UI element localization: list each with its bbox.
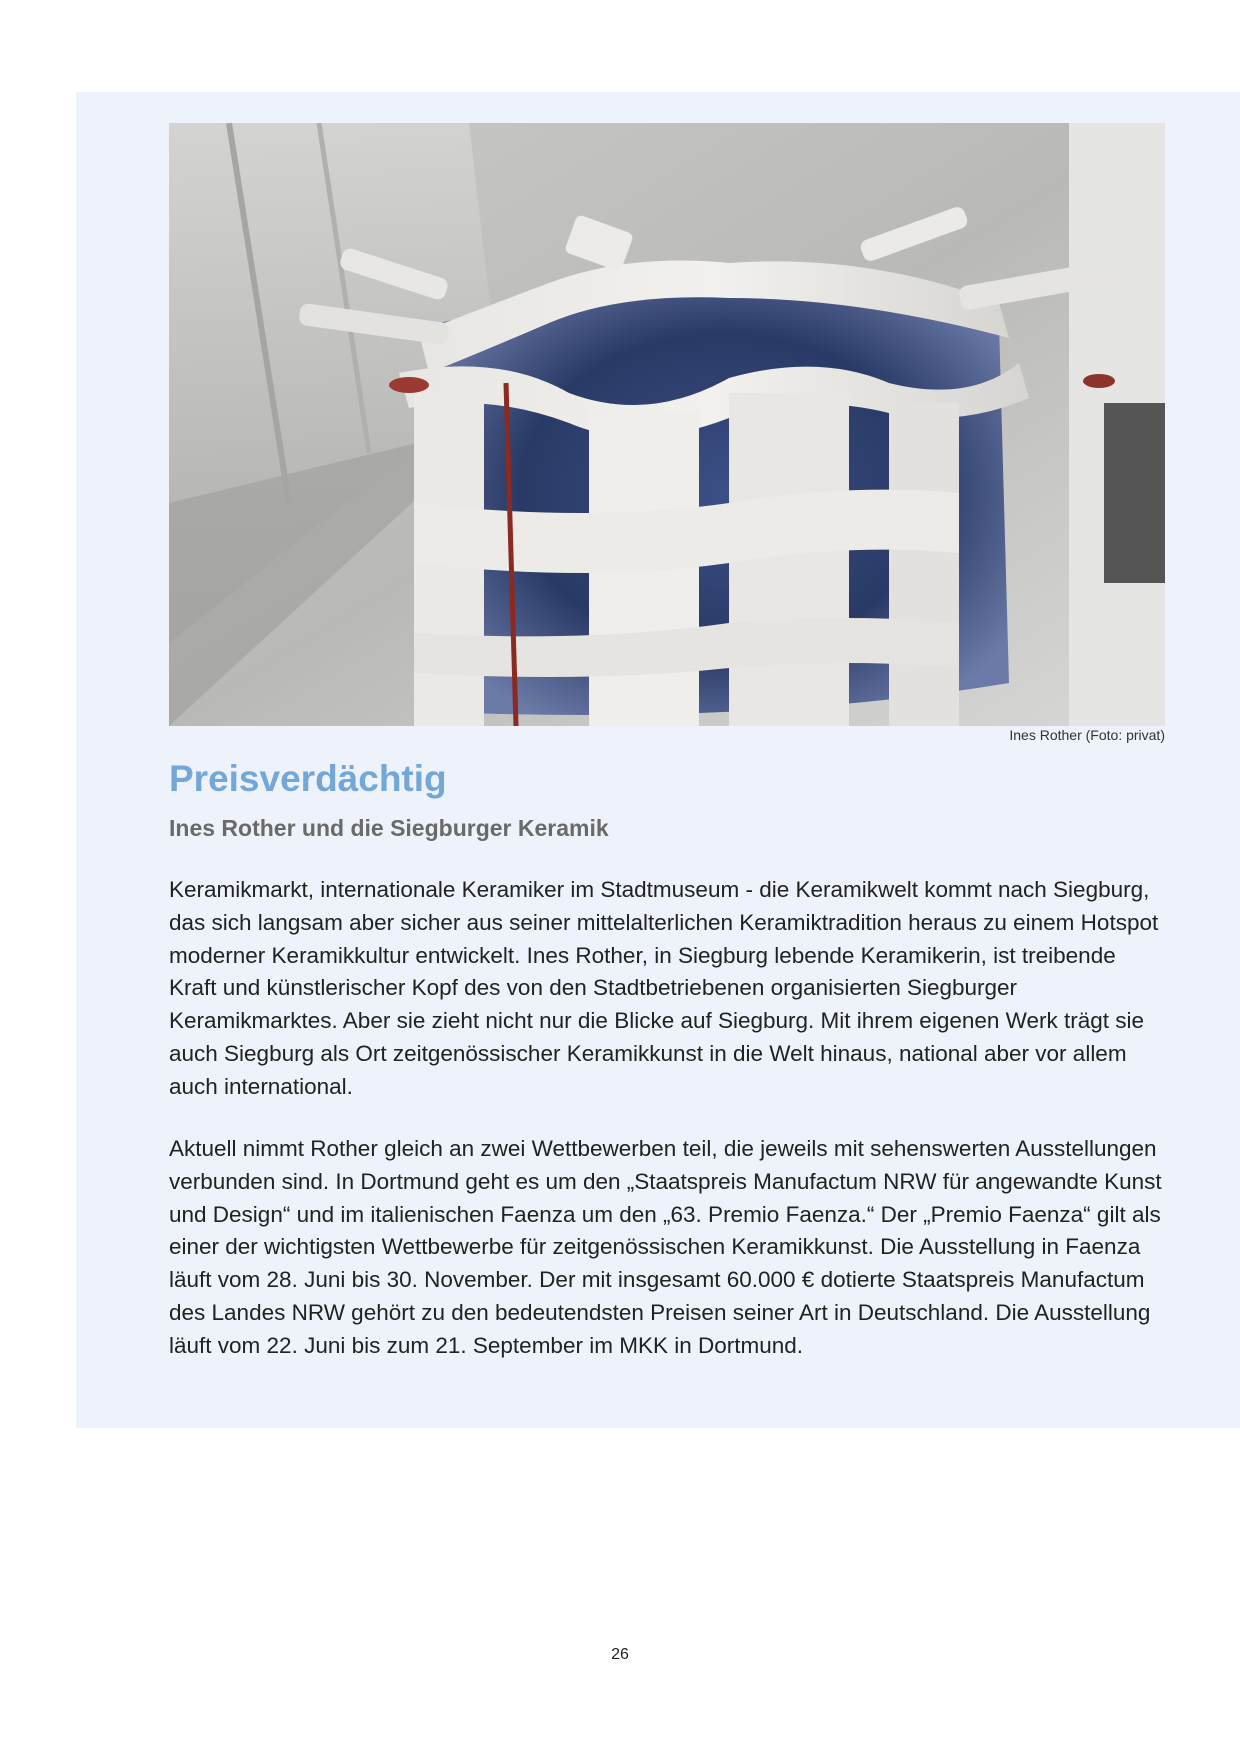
- page-number: 26: [611, 1646, 629, 1663]
- article-title: Preisverdächtig: [169, 758, 447, 799]
- ceramic-vessel-image: [169, 123, 1165, 726]
- photo-caption: Ines Rother (Foto: privat): [1009, 727, 1165, 743]
- article-subtitle: Ines Rother und die Siegburger Keramik: [169, 815, 609, 841]
- article-photo: [169, 123, 1165, 726]
- article-paragraph-2: Aktuell nimmt Rother gleich an zwei Wettbewerben teil, die jeweils mit sehenswerten Ausstellungen verbunden sind. In Dortmund geht es um den „Staatspreis Manufactum NRW für angewandte Kunst und Design“ und im italienischen Faenza um den „63. Premio Faenza.“ Der „Premio Faenza“ gilt als einer der wichtigsten Wettbewerbe für zeitgenössischen Keramikkunst. Die Ausstellung in Faenza läuft vom 28. Juni bis 30. November. Der mit insgesamt 60.000 € dotierte Staatspreis Manufactum des Landes NRW gehört zu den bedeutendsten Preisen seiner Art in Deutschland. Die Ausstellung läuft vom 22. Juni bis zum 21. September im MKK in Dortmund.: [169, 1136, 1162, 1358]
- article-paragraph-1: Keramikmarkt, internationale Keramiker im Stadtmuseum - die Keramikwelt kommt nach Siegburg, das sich langsam aber sicher aus seiner mittelalterlichen Keramiktradition heraus zu einem Hotspot moderner Keramikkultur entwickelt. Ines Rother, in Siegburg lebende Keramikerin, ist treibende Kraft und künstlerischer Kopf des von den Stadtbetriebenen organisierten Siegburger Keramikmarktes. Aber sie zieht nicht nur die Blicke auf Siegburg. Mit ihrem eigenen Werk trägt sie auch Siegburg als Ort zeitgenössischer Keramikkunst in die Welt hinaus, national aber vor allem auch international.: [169, 877, 1159, 1099]
